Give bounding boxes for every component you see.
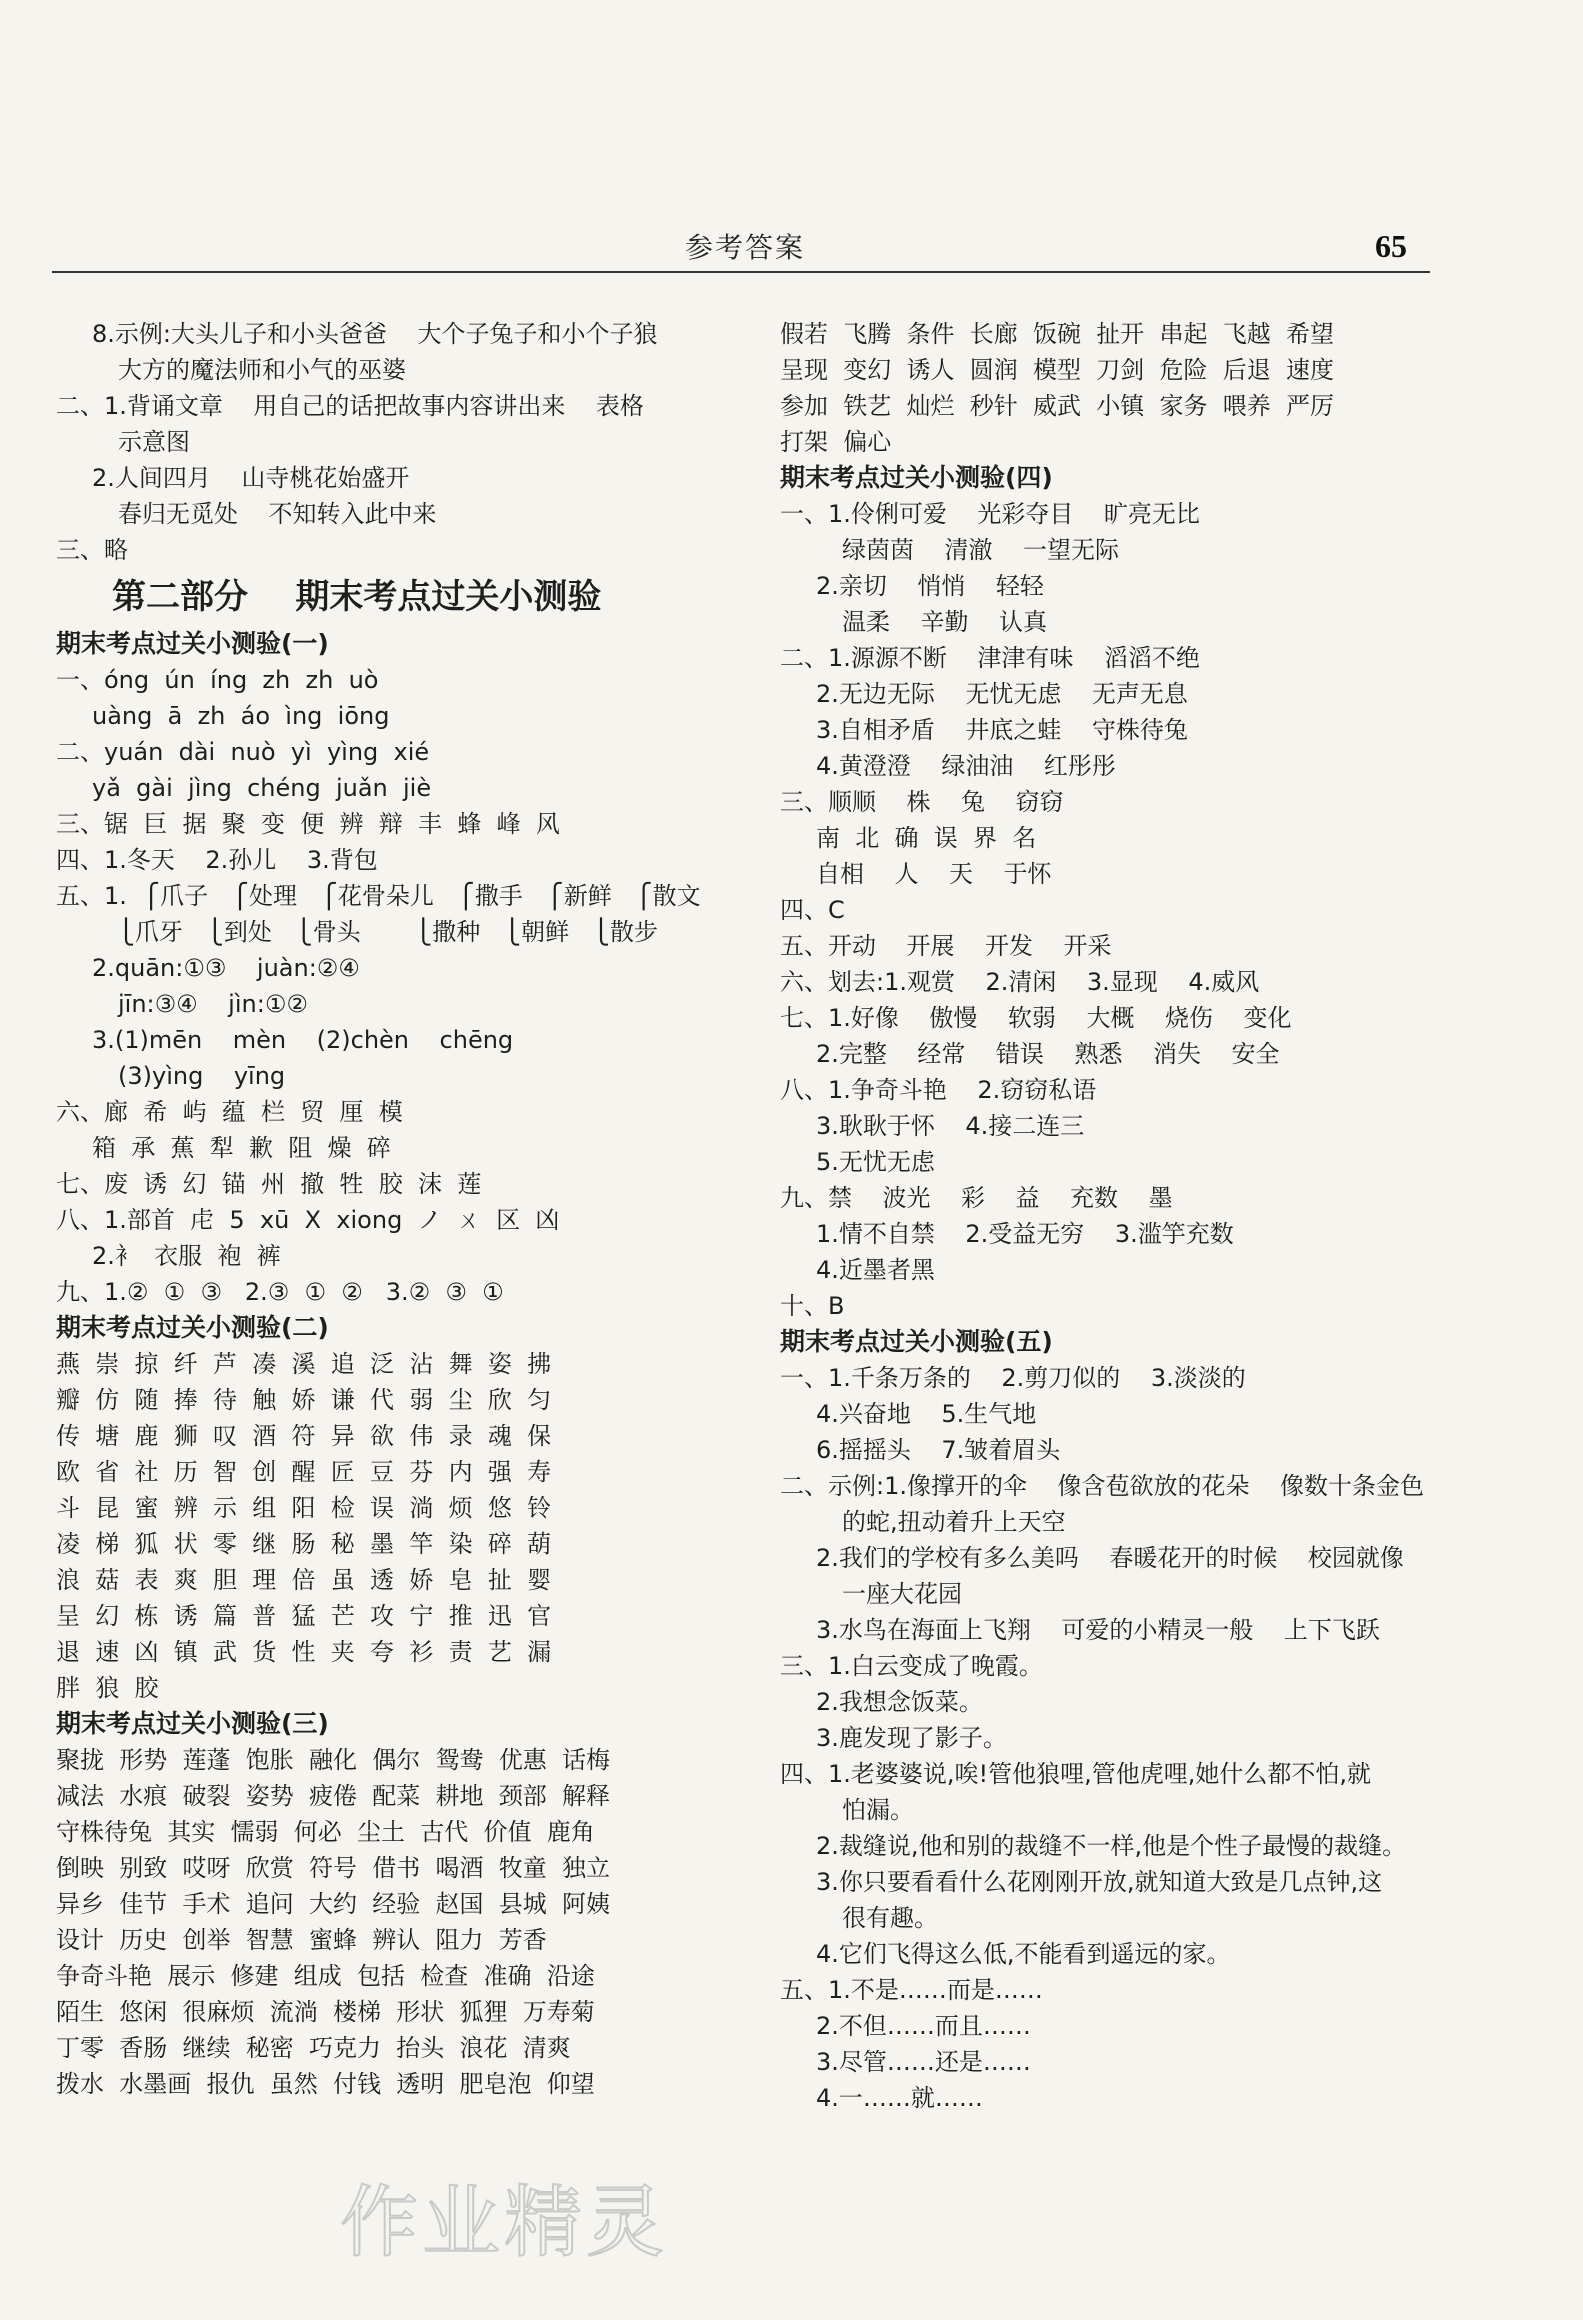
answer-line: 2.quān:①③ juàn:②④ [92, 954, 360, 982]
answer-line: 很有趣。 [842, 1904, 938, 1932]
answer-line: 2.亲切 悄悄 轻轻 [816, 572, 1044, 600]
answer-line: 8.示例:大头儿子和小头爸爸 大个子兔子和小个子狼 [92, 320, 658, 348]
answer-line: 十、B [780, 1292, 845, 1320]
answer-line: 凌 梯 狐 状 零 继 肠 秘 墨 竿 染 碎 葫 [56, 1530, 552, 1558]
watermark-logo: 作业精灵 [340, 2178, 669, 2268]
answer-line: 四、1.冬天 2.孙儿 3.背包 [56, 846, 378, 874]
section-heading: 期末考点过关小测验(三) [56, 1709, 329, 1738]
answer-line: 斗 昆 蜜 辨 示 组 阳 检 误 淌 烦 悠 铃 [56, 1494, 552, 1522]
header-title: 参考答案 [685, 231, 806, 264]
answer-line: 3.鹿发现了影子。 [816, 1724, 1007, 1752]
answer-line: 七、1.好像 傲慢 软弱 大概 烧伤 变化 [780, 1004, 1292, 1032]
answer-line: 6.摇摇头 7.皱着眉头 [816, 1436, 1061, 1464]
answer-line: 二、示例:1.像撑开的伞 像含苞欲放的花朵 像数十条金色 [780, 1472, 1425, 1500]
answer-line: 示意图 [118, 428, 190, 456]
answer-line: 2.完整 经常 错误 熟悉 消失 安全 [816, 1040, 1280, 1068]
answer-line: 二、yuán dài nuò yì yìng xié [56, 738, 430, 766]
answer-line: 设计 历史 创举 智慧 蜜蜂 辨认 阻力 芳香 [56, 1926, 547, 1954]
answer-line: 4.它们飞得这么低,不能看到遥远的家。 [816, 1940, 1231, 1968]
header-divider [52, 271, 1430, 273]
answer-line: 4.一……就…… [816, 2084, 983, 2112]
answer-line: 1.情不自禁 2.受益无穷 3.滥竽充数 [816, 1220, 1234, 1248]
answer-line: 3.你只要看看什么花刚刚开放,就知道大致是几点钟,这 [816, 1868, 1383, 1896]
section-heading: 期末考点过关小测验(四) [780, 463, 1053, 492]
answer-line: 异乡 佳节 手术 追问 大约 经验 赵国 县城 阿姨 [56, 1890, 611, 1918]
answer-line: 三、锯 巨 据 聚 变 便 辨 辩 丰 蜂 峰 风 [56, 810, 560, 838]
answer-line: 打架 偏心 [780, 428, 892, 456]
answer-line: 2.我想念饭菜。 [816, 1688, 983, 1716]
answer-line: 瓣 仿 随 捧 待 触 娇 谦 代 弱 尘 欣 匀 [56, 1386, 552, 1414]
answer-line: 一、óng ún íng zh zh uò [56, 666, 379, 694]
answer-line: 3.水鸟在海面上飞翔 可爱的小精灵一般 上下飞跃 [816, 1616, 1380, 1644]
answer-line: 五、1. ⎧爪子 ⎧处理 ⎧花骨朵儿 ⎧撒手 ⎧新鲜 ⎧散文 [56, 882, 701, 910]
answer-line: 大方的魔法师和小气的巫婆 [118, 356, 406, 384]
answer-line: 假若 飞腾 条件 长廊 饭碗 扯开 串起 飞越 希望 [780, 320, 1335, 348]
answer-line: 温柔 辛勤 认真 [842, 608, 1048, 636]
answer-line: 3.自相矛盾 井底之蛙 守株待兔 [816, 716, 1188, 744]
answer-line: 四、1.老婆婆说,唉!管他狼哩,管他虎哩,她什么都不怕,就 [780, 1760, 1372, 1788]
answer-line: 九、禁 波光 彩 益 充数 墨 [780, 1184, 1173, 1212]
answer-line: 春归无觅处 不知转入此中来 [118, 500, 437, 528]
answer-line: 退 速 凶 镇 武 货 性 夹 夸 衫 责 艺 漏 [56, 1638, 552, 1666]
answer-line: yǎ gài jìng chéng juǎn jiè [92, 774, 432, 802]
answer-line: 减法 水痕 破裂 姿势 疲倦 配菜 耕地 颈部 解释 [56, 1782, 611, 1810]
answer-line: 一、1.伶俐可爱 光彩夺目 旷亮无比 [780, 500, 1200, 528]
answer-line: 四、C [780, 896, 845, 924]
answer-line: 3.耿耿于怀 4.接二连三 [816, 1112, 1085, 1140]
answer-line: 二、1.源源不断 津津有味 滔滔不绝 [780, 644, 1200, 672]
page-number: 65 [1375, 228, 1407, 264]
section-heading: 期末考点过关小测验(一) [56, 629, 329, 658]
answer-line: 4.近墨者黑 [816, 1256, 935, 1284]
answer-line: 六、划去:1.观赏 2.清闲 3.显现 4.威风 [780, 968, 1260, 996]
answer-line: 2.我们的学校有多么美吗 春暖花开的时候 校园就像 [816, 1544, 1404, 1572]
answer-line: 南 北 确 误 界 名 [816, 824, 1037, 852]
answer-line: 3.(1)mēn mèn (2)chèn chēng [92, 1026, 514, 1054]
answer-line: 2.人间四月 山寺桃花始盛开 [92, 464, 410, 492]
right-column [780, 316, 1430, 2116]
answer-line: 三、略 [56, 536, 128, 564]
answer-line: 5.无忧无虑 [816, 1148, 935, 1176]
answer-line: 绿茵茵 清澈 一望无际 [842, 536, 1120, 564]
answer-line: 一座大花园 [842, 1580, 962, 1608]
answer-line: 七、废 诱 幻 锚 州 撤 牲 胶 沫 莲 [56, 1170, 482, 1198]
answer-line: 欧 省 社 历 智 创 醒 匠 豆 芬 内 强 寿 [56, 1458, 552, 1486]
answer-line: 呈 幻 栋 诱 篇 普 猛 芒 攻 宁 推 迅 官 [56, 1602, 552, 1630]
answer-line: 2.裁缝说,他和别的裁缝不一样,他是个性子最慢的裁缝。 [816, 1832, 1407, 1860]
answer-line: 3.尽管……还是…… [816, 2048, 1031, 2076]
part-title: 第二部分 期末考点过关小测验 [112, 577, 602, 617]
answer-line: 胖 狼 胶 [56, 1674, 159, 1702]
answer-line: 浪 菇 表 爽 胆 理 倍 虽 透 娇 皂 扯 婴 [56, 1566, 552, 1594]
answer-line: 箱 承 蕉 犁 歉 阻 燥 碎 [92, 1134, 391, 1162]
answer-line: 守株待兔 其实 懦弱 何必 尘土 古代 价值 鹿角 [56, 1818, 595, 1846]
answer-line: 八、1.部首 虍 5 xū X xiong ノ ㄨ 区 凶 [56, 1206, 560, 1234]
answer-line: 五、1.不是……而是…… [780, 1976, 1043, 2004]
answer-line: 六、廊 希 屿 蕴 栏 贸 厘 模 [56, 1098, 403, 1126]
answer-line: 聚拢 形势 莲蓬 饱胀 融化 偶尔 鸳鸯 优惠 话梅 [56, 1746, 611, 1774]
answer-line: 三、1.白云变成了晚霞。 [780, 1652, 1043, 1680]
answer-line: 4.兴奋地 5.生气地 [816, 1400, 1037, 1428]
answer-line: 2.无边无际 无忧无虑 无声无息 [816, 680, 1188, 708]
answer-line: 4.黄澄澄 绿油油 红彤彤 [816, 752, 1116, 780]
answer-line: 三、顺顺 株 兔 窃窃 [780, 788, 1064, 816]
answer-line: 九、1.② ① ③ 2.③ ① ② 3.② ③ ① [56, 1278, 504, 1306]
answer-line: ⎩爪牙 ⎩到处 ⎩骨头 ⎩撒种 ⎩朝鲜 ⎩散步 [56, 918, 658, 946]
answer-line: 五、开动 开展 开发 开采 [780, 932, 1112, 960]
answer-line: uàng ā zh áo ìng iōng [92, 702, 390, 730]
section-heading: 期末考点过关小测验(五) [780, 1327, 1053, 1356]
answer-line: 燕 崇 掠 纤 芦 凑 溪 追 泛 沾 舞 姿 拂 [56, 1350, 552, 1378]
answer-line: 的蛇,扭动着升上天空 [842, 1508, 1066, 1536]
answer-line: 2.衤 衣服 袍 裤 [92, 1242, 281, 1270]
answer-line: 陌生 悠闲 很麻烦 流淌 楼梯 形状 狐狸 万寿菊 [56, 1998, 595, 2026]
answer-line: 参加 铁艺 灿烂 秒针 威武 小镇 家务 喂养 严厉 [780, 392, 1335, 420]
answer-line: jīn:③④ jìn:①② [118, 990, 308, 1018]
answer-line: 丁零 香肠 继续 秘密 巧克力 抬头 浪花 清爽 [56, 2034, 571, 2062]
section-heading: 期末考点过关小测验(二) [56, 1313, 329, 1342]
answer-line: 八、1.争奇斗艳 2.窃窃私语 [780, 1076, 1097, 1104]
answer-line: 争奇斗艳 展示 修建 组成 包括 检查 准确 沿途 [56, 1962, 595, 1990]
answer-line: 怕漏。 [842, 1796, 914, 1824]
answer-line: 2.不但……而且…… [816, 2012, 1031, 2040]
answer-line: 一、1.千条万条的 2.剪刀似的 3.淡淡的 [780, 1364, 1246, 1392]
answer-line: (3)yìng yīng [118, 1062, 286, 1090]
answer-line: 二、1.背诵文章 用自己的话把故事内容讲出来 表格 [56, 392, 644, 420]
answer-line: 呈现 变幻 诱人 圆润 模型 刀剑 危险 后退 速度 [780, 356, 1335, 384]
answer-line: 倒映 别致 哎呀 欣赏 符号 借书 喝酒 牧童 独立 [56, 1854, 611, 1882]
left-column [56, 316, 708, 2102]
answer-line: 传 塘 鹿 狮 叹 酒 符 异 欲 伟 录 魂 保 [56, 1422, 552, 1450]
answer-line: 拨水 水墨画 报仇 虽然 付钱 透明 肥皂泡 仰望 [56, 2070, 595, 2098]
answer-line: 自相 人 天 于怀 [816, 860, 1052, 888]
